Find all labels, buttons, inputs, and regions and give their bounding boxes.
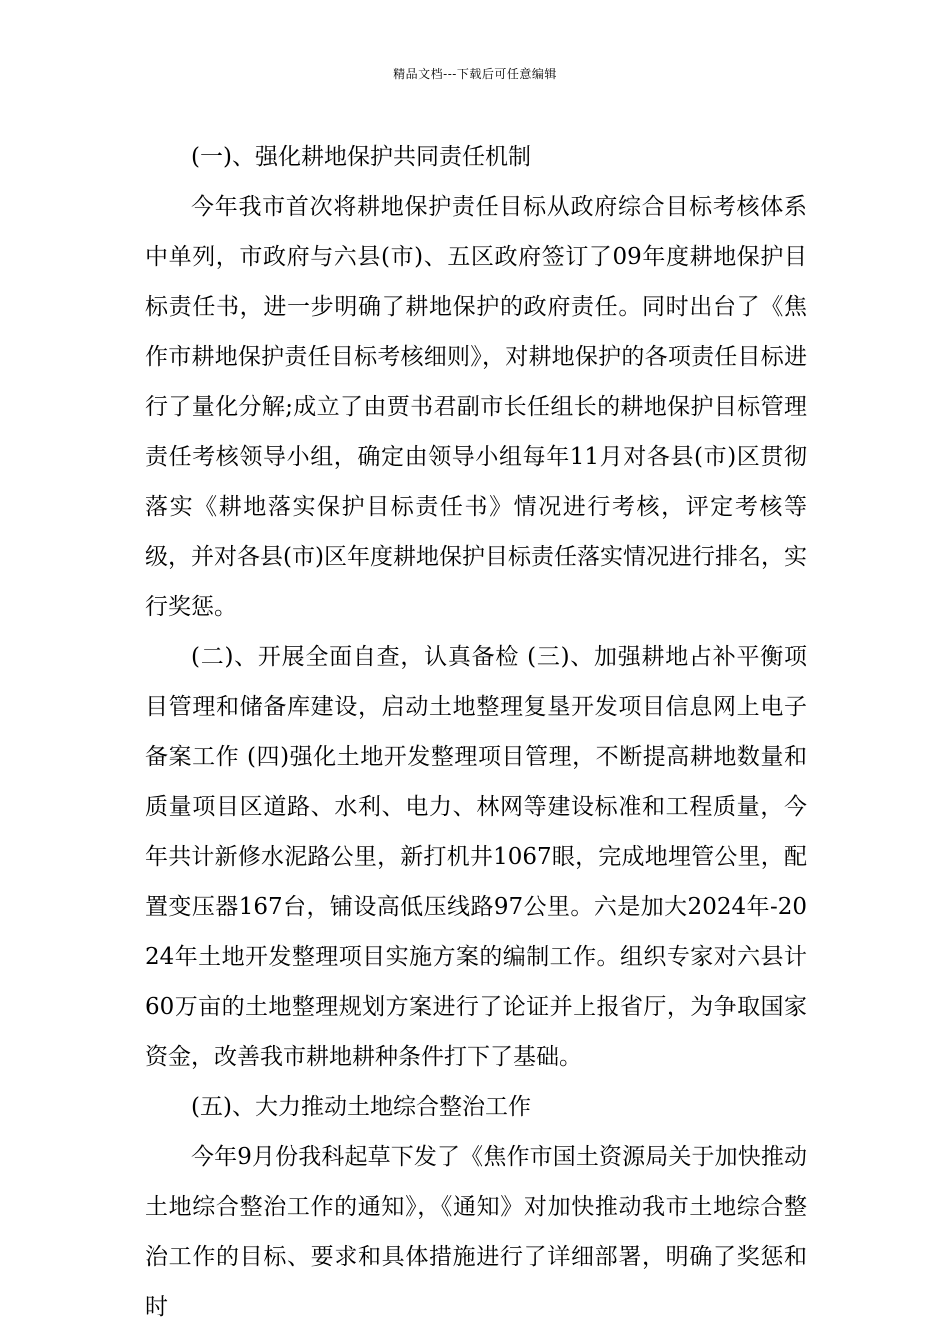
paragraph-1: 今年我市首次将耕地保护责任目标从政府综合目标考核体系中单列，市政府与六县(市)、五区政府签订了09年度耕地保护目标责任书，进一步明确了耕地保护的政府责任。同时出台了《焦作市耕地保护责任目标考核细则》，对耕地保护的各项责任目标进行了量化分解;成立了由贾书君副市长任组长的耕地保护目标管理责任考核领导小组，确定由领导小组每年11月对各县(市)区贯彻落实《耕地落实保护目标责任书》情况进行考核，评定考核等级，并对各县(市)区年度耕地保护目标责任落实情况进行排名，实行奖惩。 xyxy=(145,194,807,620)
document-body xyxy=(145,132,807,1332)
paragraph-2: (二)、开展全面自查，认真备检 (三)、加强耕地占补平衡项目管理和储备库建设，启动土地整理复垦开发项目信息网上电子备案工作 (四)强化土地开发整理项目管理，不断提高耕地数量和质量项目区道路、水利、电力、林网等建设标准和工程质量，今年共计新修水泥路公里，新打机井1067眼，完成地埋管公里，配置变压器167台，铺设高低压线路97公里。六是加大2024年-2024年土地开发整理项目实施方案的编制工作。组织专家对六县计60万亩的土地整理规划方案进行了论证并上报省厅，为争取国家资金，改善我市耕地耕种条件打下了基础。 xyxy=(145,644,807,1070)
section-heading-1: (一)、强化耕地保护共同责任机制 xyxy=(191,144,531,170)
paragraph-3: 今年9月份我科起草下发了《焦作市国土资源局关于加快推动土地综合整治工作的通知》，《通知》对加快推动我市土地综合整治工作的目标、要求和具体措施进行了详细部署，明确了奖惩和时 xyxy=(145,1144,807,1320)
section-heading-5: (五)、大力推动土地综合整治工作 xyxy=(191,1094,531,1120)
page-header: 精品文档---下载后可任意编辑 xyxy=(393,67,557,81)
